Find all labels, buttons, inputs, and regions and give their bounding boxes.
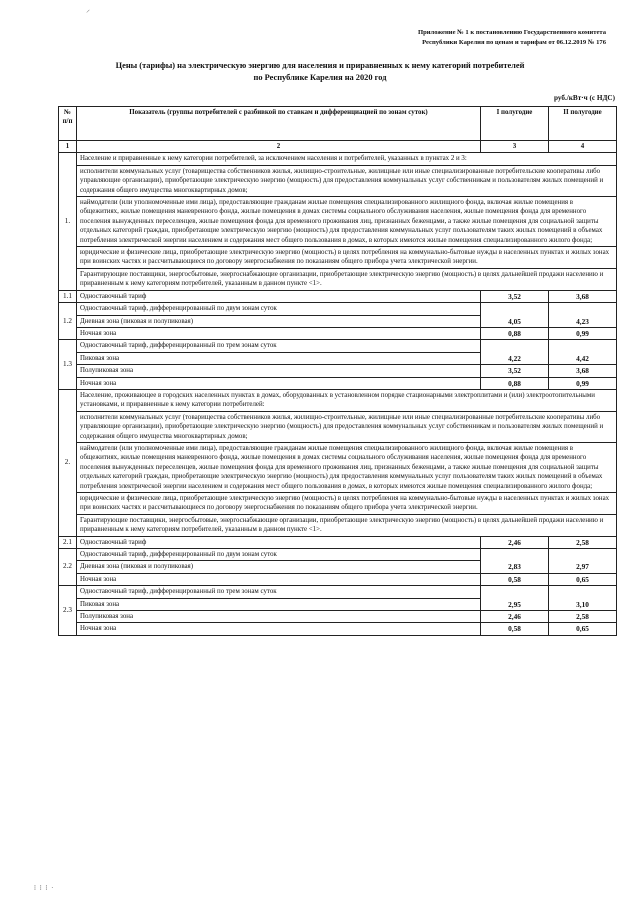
row-2-3-z3-v1: 0,58	[481, 623, 549, 635]
table-index-row	[59, 141, 617, 153]
row-1-2-z1-v2: 4,23	[549, 303, 617, 328]
section1-intro-row	[59, 153, 617, 165]
row-1-2-label: Одноставочный тариф, дифференцированный по двум зонам суток	[77, 303, 481, 315]
header-half1: I полугодие	[481, 107, 549, 141]
row-2-2-z2-v2: 0,65	[549, 573, 617, 585]
row-1-2	[59, 303, 617, 315]
row-2-2-z2-v1: 0,58	[481, 573, 549, 585]
scan-footer-mark: ⁞ ⁞ ⁞ ·	[34, 884, 55, 892]
row-2-3	[59, 586, 617, 598]
section1-p2: наймодатели (или уполномоченные ими лица), предоставляющие гражданам жилые помещения специализированного жилищного фонда, включая жилые помещения в общежитиях, жилые помещения маневренного фонда, жилые помещения в домах системы социального обслуживания населения, жилые помещения фонда для временного поселения вынужденных переселенцев, жилые помещения фонда для временного проживания лиц, признанных беженцами, а также жилые помещения для социальной защиты отдельных категорий граждан, приобретающие электрическую энергию (мощность) для предоставления коммунальных услуг пользователям таких жилых помещений в объемах потребления электрической энергии населением и содержания мест общего пользования в домах, в которых имеются жилые помещения специализированного жилого фонда;	[77, 197, 617, 247]
row-1-3-zone3	[59, 377, 617, 389]
header-indicator: Показатель (группы потребителей с разбивкой по ставкам и дифференциацией по зонам суток)	[77, 107, 481, 141]
section2-p3: юридические и физические лица, приобретающие электрическую энергию (мощность) в целях потребления на коммунально-бытовые нужды в населенных пунктах и жилых зонах при воинских частях и рассчитывающиеся по договору энергоснабжения по показаниям общего прибора учета электрической энергии.	[77, 493, 617, 515]
index-4: 4	[549, 141, 617, 153]
section2-p4: Гарантирующие поставщики, энергосбытовые, энергоснабжающие организации, приобретающие электрическую энергию (мощность) в целях дальнейшей продажи населению и приравненным к нему категориям потребителей, указанным в данном пункте <1>.	[77, 514, 617, 536]
row-1-1-v1: 3,52	[481, 290, 549, 302]
row-2-3-zone2	[59, 611, 617, 623]
row-1-3-z2-label: Полупиковая зона	[77, 365, 481, 377]
row-2-3-z3-v2: 0,65	[549, 623, 617, 635]
row-2-2-label: Одноставочный тариф, дифференцированный по двум зонам суток	[77, 549, 481, 561]
row-1-3-z1-v2: 4,42	[549, 340, 617, 365]
row-2-2-z2-label: Ночная зона	[77, 573, 481, 585]
row-1-1	[59, 290, 617, 302]
row-1-3-zone2	[59, 365, 617, 377]
section2-p2-row	[59, 442, 617, 492]
row-2-3-z2-label: Полупиковая зона	[77, 611, 481, 623]
section1-p1: исполнители коммунальных услуг (товарищества собственников жилья, жилищно-строительные, жилищные или иные специализированные потребительские кооперативы либо управляющие организации), приобретающие электрическую энергию (мощность) для предоставления коммунальных услуг собственникам и пользователям жилых помещений и содержания общего имущества многоквартирных домов;	[77, 165, 617, 196]
row-1-2-z2-label: Ночная зона	[77, 327, 481, 339]
row-2-3-z1-v2: 3,10	[549, 586, 617, 611]
index-2: 2	[77, 141, 481, 153]
row-2-2-zone2	[59, 573, 617, 585]
section2-num: 2.	[59, 389, 77, 536]
row-1-3-z1-v1: 4,22	[481, 340, 549, 365]
section1-intro: Население и приравненные к нему категории потребителей, за исключением населения и потребителей, указанных в пунктах 2 и 3:	[77, 153, 617, 165]
row-2-3-label: Одноставочный тариф, дифференцированный по трем зонам суток	[77, 586, 481, 598]
row-2-2-z1-label: Дневная зона (пиковая и полупиковая)	[77, 561, 481, 573]
row-1-3	[59, 340, 617, 352]
annex-line-1: Приложение № 1 к постановлению Государственного комитета	[417, 29, 606, 36]
row-2-3-z1-label: Пиковая зона	[77, 598, 481, 610]
section1-p4: Гарантирующие поставщики, энергосбытовые, энергоснабжающие организации, приобретающие электрическую энергию (мощность) в целях дальнейшей продажи населению и приравненным к нему категориям потребителей, указанным в данном пункте <1>.	[77, 268, 617, 290]
section1-p4-row	[59, 268, 617, 290]
header-half2: II полугодие	[549, 107, 617, 141]
row-1-3-z3-label: Ночная зона	[77, 377, 481, 389]
index-3: 3	[481, 141, 549, 153]
row-1-2-zone2	[59, 327, 617, 339]
row-1-2-z2-v1: 0,88	[481, 327, 549, 339]
unit-label: руб./кВт·ч (с НДС)	[553, 94, 615, 102]
table-header-row	[59, 107, 617, 141]
header-num: № п/п	[59, 107, 77, 141]
row-2-2-num: 2.2	[59, 549, 77, 586]
annex-note	[368, 28, 606, 48]
row-1-2-z2-v2: 0,99	[549, 327, 617, 339]
row-1-1-label: Одноставочный тариф	[77, 290, 481, 302]
section1-p2-row	[59, 197, 617, 247]
tariff-table	[58, 106, 617, 636]
section2-p1: исполнители коммунальных услуг (товарищества собственников жилья, жилищно-строительные, жилищные или иные специализированные потребительские кооперативы либо управляющие организации), приобретающие электрическую энергию (мощность) для предоставления коммунальных услуг собственникам и пользователям жилых помещений и содержания общего имущества многоквартирных домов;	[77, 411, 617, 442]
section1-p3: юридические и физические лица, приобретающие электрическую энергию (мощность) в целях потребления на коммунально-бытовые нужды в населенных пунктах и жилых зонах при воинских частях и рассчитывающиеся по договору энергоснабжения по показаниям общего прибора учета электрической энергии.	[77, 247, 617, 269]
row-2-3-num: 2.3	[59, 586, 77, 636]
row-1-2-z1-label: Дневная зона (пиковая и полупиковая)	[77, 315, 481, 327]
row-1-3-z3-v1: 0,88	[481, 377, 549, 389]
row-1-3-z3-v2: 0,99	[549, 377, 617, 389]
row-1-2-z1-v1: 4,05	[481, 303, 549, 328]
row-2-1-label: Одноставочный тариф	[77, 536, 481, 548]
row-2-3-zone3	[59, 623, 617, 635]
section2-p1-row	[59, 411, 617, 442]
row-1-3-z2-v1: 3,52	[481, 365, 549, 377]
row-1-1-v2: 3,68	[549, 290, 617, 302]
section2-intro-row	[59, 389, 617, 411]
document-title	[60, 60, 580, 84]
section1-p3-row	[59, 247, 617, 269]
title-line-1: Цены (тарифы) на электрическую энергию для населения и приравненных к нему категорий потребителей	[115, 61, 525, 70]
annex-line-2: Республики Карелия по ценам и тарифам от 06.12.2019 № 176	[422, 39, 606, 46]
row-2-3-z1-v1: 2,95	[481, 586, 549, 611]
row-1-3-num: 1.3	[59, 340, 77, 390]
row-1-3-label: Одноставочный тариф, дифференцированный по трем зонам суток	[77, 340, 481, 352]
title-line-2: по Республике Карелия на 2020 год	[253, 73, 387, 82]
index-1: 1	[59, 141, 77, 153]
row-2-2-z1-v2: 2,97	[549, 549, 617, 574]
row-2-2-z1-v1: 2,83	[481, 549, 549, 574]
row-1-3-z2-v2: 3,68	[549, 365, 617, 377]
row-1-1-num: 1.1	[59, 290, 77, 302]
section2-p3-row	[59, 493, 617, 515]
section1-p1-row	[59, 165, 617, 196]
section2-p4-row	[59, 514, 617, 536]
row-2-1	[59, 536, 617, 548]
row-2-3-z2-v1: 2,46	[481, 611, 549, 623]
row-2-1-num: 2.1	[59, 536, 77, 548]
section2-p2: наймодатели (или уполномоченные ими лица), предоставляющие гражданам жилые помещения специализированного жилищного фонда, включая жилые помещения в общежитиях, жилые помещения маневренного фонда, жилые помещения в домах системы социального обслуживания населения, жилые помещения фонда для временного поселения вынужденных переселенцев, жилые помещения фонда для временного проживания лиц, признанных беженцами, а также жилые помещения для социальной защиты отдельных категорий граждан, приобретающие электрическую энергию (мощность) для предоставления коммунальных услуг пользователям таких жилых помещений в объемах потребления электрической энергии населением и содержания мест общего пользования в домах, в которых имеются жилые помещения специализированного жилого фонда;	[77, 442, 617, 492]
row-2-3-z2-v2: 2,58	[549, 611, 617, 623]
row-2-2	[59, 549, 617, 561]
scan-mark: ⸝	[86, 5, 90, 14]
section1-num: 1.	[59, 153, 77, 290]
row-2-1-v1: 2,46	[481, 536, 549, 548]
row-1-3-z1-label: Пиковая зона	[77, 352, 481, 364]
row-2-3-z3-label: Ночная зона	[77, 623, 481, 635]
row-2-1-v2: 2,58	[549, 536, 617, 548]
section2-intro: Население, проживающее в городских населенных пунктах в домах, оборудованных в установленном порядке стационарными электроплитами и (или) электроотопительными установками, и приравненные к нему категории потребителей:	[77, 389, 617, 411]
row-1-2-num: 1.2	[59, 303, 77, 340]
